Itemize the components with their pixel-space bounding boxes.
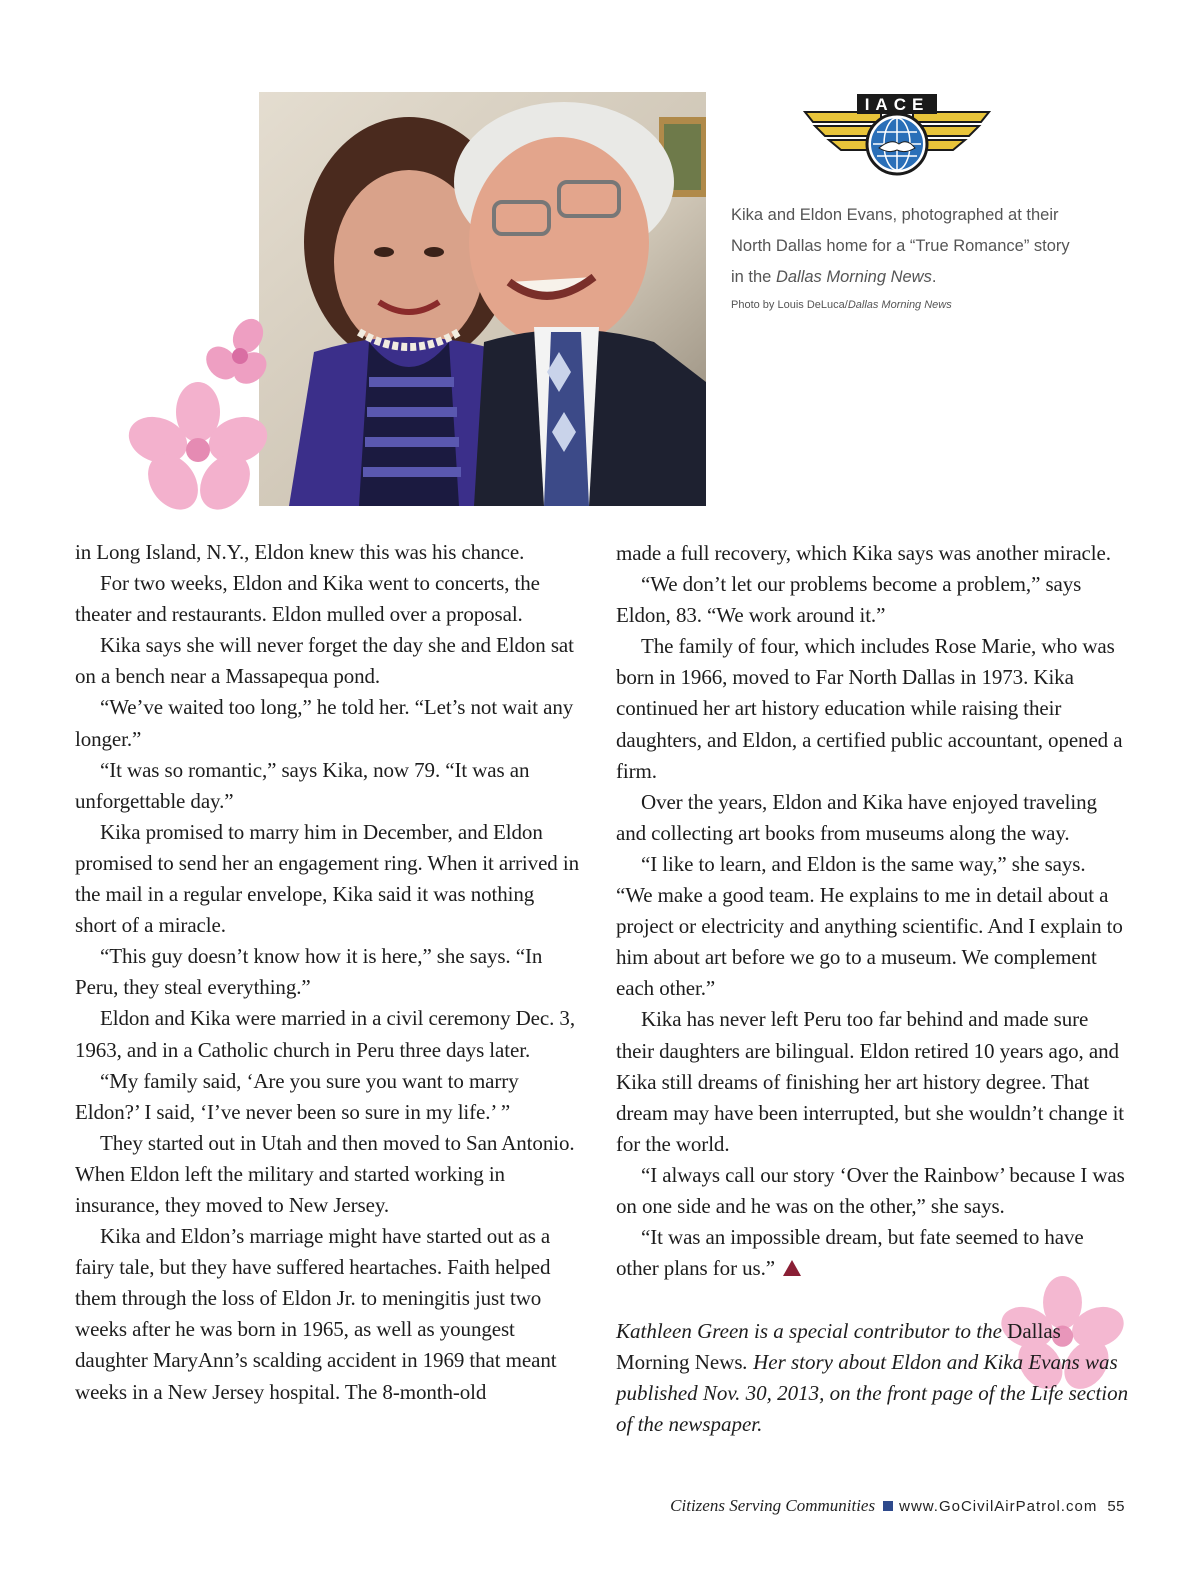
- bio-text: [616, 1316, 1136, 1440]
- paragraph-text: “It was an impossible dream, but fate seemed to have other plans for us.”: [616, 1225, 1084, 1281]
- paragraph: in Long Island, N.Y., Eldon knew this was his chance.: [75, 540, 525, 564]
- article-right-column: [616, 538, 1126, 1284]
- caption-text: .: [931, 268, 937, 286]
- pink-flower-large: [128, 382, 268, 517]
- paragraph: “It was so romantic,” says Kika, now 79. “It was an unforgettable day.”: [75, 757, 530, 813]
- bio-publication: Dallas Morning News: [616, 1319, 1061, 1375]
- paragraph: “My family said, ‘Are you sure you want to marry Eldon?’ I said, ‘I’ve never been so sure in my life.’ ”: [75, 1068, 519, 1124]
- caption-line: North Dallas home for a “True Romance” story: [731, 237, 1070, 255]
- paragraph: “We’ve waited too long,” he told her. “Let’s not wait any longer.”: [75, 695, 574, 751]
- iace-logo-icon: [803, 92, 991, 184]
- paragraph: “I like to learn, and Eldon is the same way,” she says. “We make a good team. He explains to me in detail about a project or electricity and anything scientific. And I explain to him about art before we go to a museum. We complement each other.”: [616, 851, 1123, 1001]
- paragraph-last: [616, 1222, 1126, 1284]
- iace-logo: [803, 92, 991, 184]
- paragraph: Kika has never left Peru too far behind and made sure their daughters are bilingual. Eldon retired 10 years ago, and Kika still dreams of finishing her art history degree. That dream may have been interrupted, but she wouldn’t change it for the world.: [616, 1007, 1125, 1156]
- paragraph: “We don’t let our problems become a problem,” says Eldon, 83. “We work around it.”: [616, 572, 1082, 628]
- flower-icon: [200, 318, 270, 388]
- page-footer: [670, 1496, 1125, 1516]
- paragraph: Eldon and Kika were married in a civil ceremony Dec. 3, 1963, and in a Catholic church in Peru three days later.: [75, 1006, 575, 1062]
- couple-photo: [259, 92, 706, 506]
- paragraph: made a full recovery, which Kika says was another miracle.: [616, 541, 1111, 565]
- caption-line: Kika and Eldon Evans, photographed at their: [731, 206, 1059, 224]
- flower-icon: [128, 382, 268, 512]
- logo-text: IACE: [864, 95, 930, 114]
- credit-text: Photo by Louis DeLuca/: [731, 299, 848, 311]
- bio-part: Kathleen Green is a special contributor to the: [616, 1319, 1008, 1343]
- paragraph: Kika promised to marry him in December, and Eldon promised to send her an engagement ring. When it arrived in the mail in a regular envelope, Kika said it was nothing short of a miracle.: [75, 819, 579, 938]
- credit-publication: Dallas Morning News: [847, 299, 952, 311]
- end-mark-icon: [783, 1260, 801, 1276]
- paragraph: Kika and Eldon’s marriage might have started out as a fairy tale, but they have suffered heartaches. Faith helped them through the loss of Eldon Jr. to meningitis just two weeks after he was born in 1965, as well as youngest daughter MaryAnn’s scalding accident in 1969 that meant weeks in a New Jersey hospital. The 8-month-old: [75, 1224, 557, 1404]
- caption-line: [731, 262, 1131, 293]
- footer-tagline: Citizens Serving Communities: [670, 1496, 876, 1515]
- author-bio: [616, 1316, 1136, 1440]
- bio-part: . Her story about Eldon and Kika Evans was published Nov. 30, 2013, on the front page of the Life section of the newspaper.: [616, 1350, 1129, 1437]
- caption-publication: Dallas Morning News: [775, 268, 932, 286]
- paragraph: They started out in Utah and then moved to San Antonio. When Eldon left the military and started working in insurance, they moved to New Jersey.: [75, 1130, 575, 1217]
- paragraph: “This guy doesn’t know how it is here,” she says. “In Peru, they steal everything.”: [75, 944, 543, 1000]
- paragraph: “I always call our story ‘Over the Rainbow’ because I was on one side and he was on the other,” she says.: [616, 1162, 1125, 1218]
- paragraph: The family of four, which includes Rose Marie, who was born in 1966, moved to Far North Dallas in 1973. Kika continued her art history education while raising their daughters, and Eldon, a certified public accountant, opened a firm.: [616, 634, 1123, 783]
- article-left-column: [75, 537, 580, 1408]
- paragraph: Kika says she will never forget the day she and Eldon sat on a bench near a Massapequa pond.: [75, 633, 574, 689]
- footer-website: www.GoCivilAirPatrol.com: [899, 1498, 1098, 1515]
- photo-credit: [731, 297, 1131, 313]
- square-bullet-icon: [883, 1501, 893, 1511]
- paragraph: Over the years, Eldon and Kika have enjoyed traveling and collecting art books from museums along the way.: [616, 789, 1097, 845]
- caption-text: in the: [731, 268, 776, 286]
- couple-photo-art: [259, 92, 706, 506]
- photo-caption: [731, 200, 1131, 313]
- page-number: 55: [1107, 1498, 1125, 1515]
- paragraph: For two weeks, Eldon and Kika went to concerts, the theater and restaurants. Eldon mulled over a proposal.: [75, 571, 540, 627]
